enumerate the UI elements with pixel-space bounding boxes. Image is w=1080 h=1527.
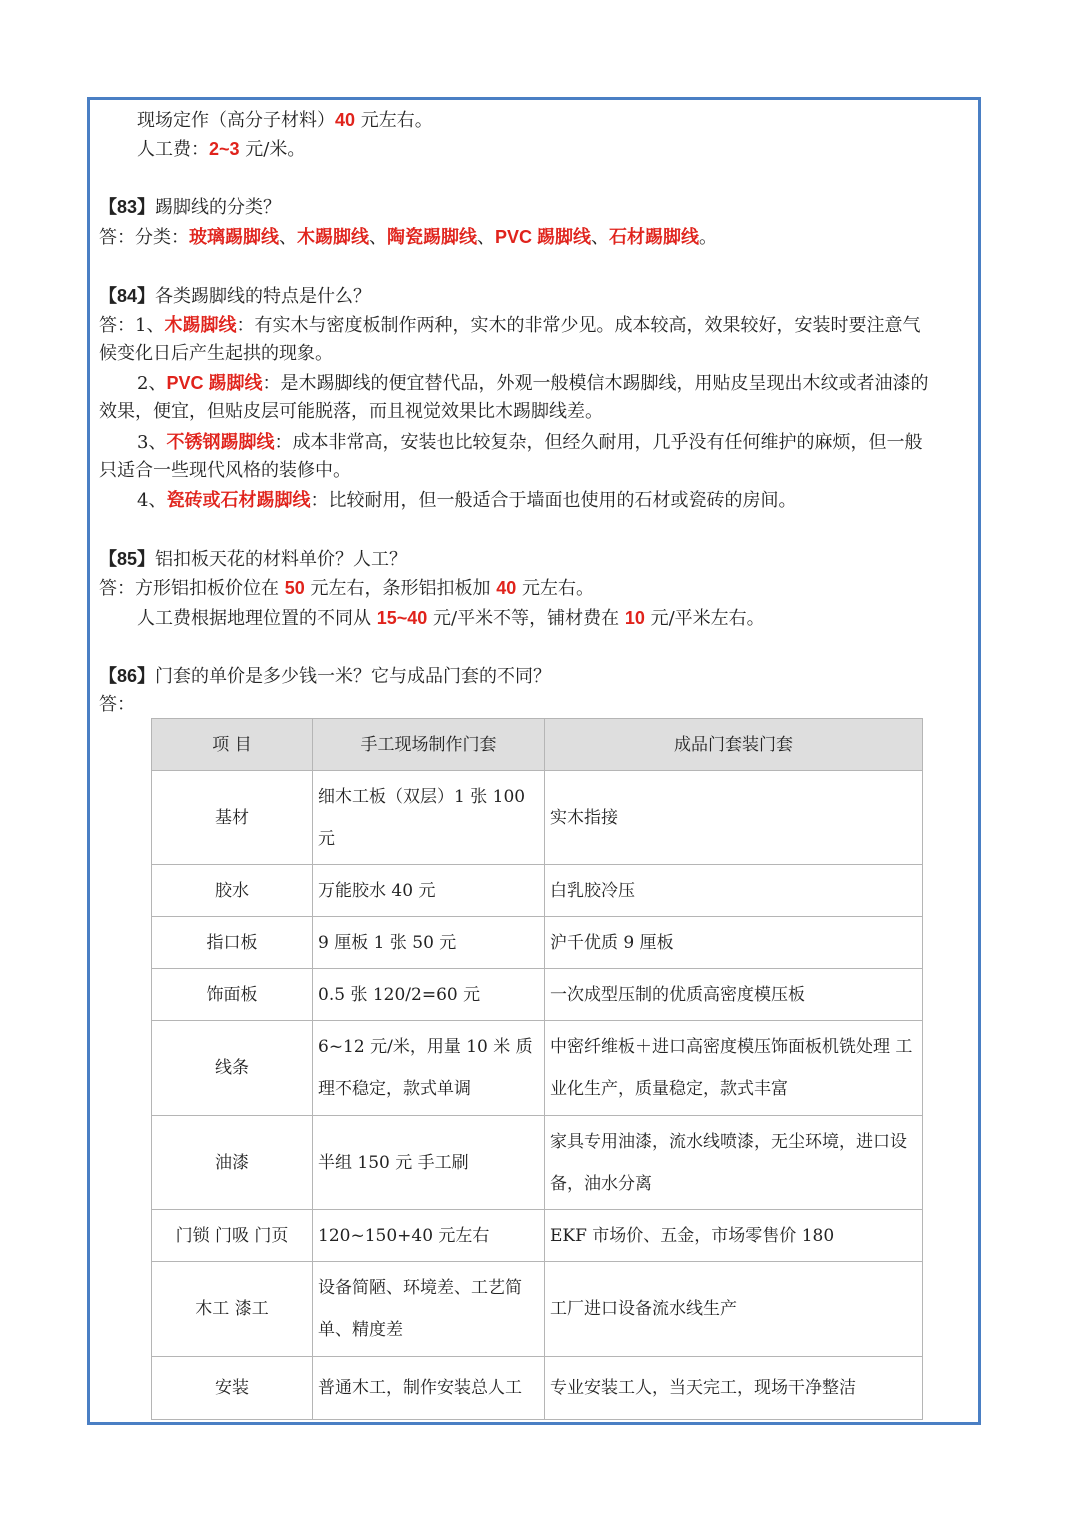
table-row <box>152 771 923 865</box>
intro-line-1: 现场定作（高分子材料）40 元左右。 <box>137 110 433 131</box>
q85-title: 【85】铝扣板天花的材料单价？人工？ <box>99 549 408 570</box>
table-row <box>152 969 923 1021</box>
row-handmade: 万能胶水 40 元 <box>313 865 545 917</box>
q84-p4-line1: 4、瓷砖或石材踢脚线：比较耐用，但一般适合于墙面也使用的石材或瓷砖的房间。 <box>137 490 797 511</box>
row-handmade: 0.5 张 120/2=60 元 <box>313 969 545 1021</box>
q84-title: 【84】各类踢脚线的特点是什么？ <box>99 286 372 307</box>
table-row <box>152 917 923 969</box>
row-finished: 专业安装工人，当天完工，现场干净整洁 <box>545 1357 923 1420</box>
row-finished: 白乳胶冷压 <box>545 865 923 917</box>
q84-p2-line1: 2、PVC 踢脚线：是木踢脚线的便宜替代品，外观一般模信木踢脚线，用贴皮呈现出木纹或者油漆的 <box>137 373 929 394</box>
row-handmade: 120~150+40 元左右 <box>313 1210 545 1262</box>
row-label: 胶水 <box>152 865 313 917</box>
table-header-row <box>152 719 923 771</box>
row-handmade: 半组 150 元 手工刷 <box>313 1116 545 1210</box>
row-label: 门锁 门吸 门页 <box>152 1210 313 1262</box>
header-item: 项 目 <box>152 719 313 771</box>
table-row <box>152 1116 923 1210</box>
door-frame-comparison-table <box>151 718 923 1420</box>
header-finished: 成品门套装门套 <box>545 719 923 771</box>
row-finished: 一次成型压制的优质高密度模压板 <box>545 969 923 1021</box>
q83-title: 【83】踢脚线的分类？ <box>99 197 282 218</box>
row-label: 饰面板 <box>152 969 313 1021</box>
row-finished: 工厂进口设备流水线生产 <box>545 1262 923 1357</box>
q83-answer: 答：分类：玻璃踢脚线、木踢脚线、陶瓷踢脚线、PVC 踢脚线、石材踢脚线。 <box>99 227 718 248</box>
q84-p1-line1: 答：1、木踢脚线：有实木与密度板制作两种，实木的非常少见。成本较高，效果较好，安装时要注意气 <box>99 315 921 336</box>
row-finished: EKF 市场价、五金，市场零售价 180 <box>545 1210 923 1262</box>
row-label: 油漆 <box>152 1116 313 1210</box>
row-label: 木工 漆工 <box>152 1262 313 1357</box>
intro-line-2: 人工费：2~3 元/米。 <box>137 139 306 160</box>
q84-p2-line2: 效果，便宜，但贴皮层可能脱落，而且视觉效果比木踢脚线差。 <box>99 401 603 422</box>
q85-answer-line2: 人工费根据地理位置的不同从 15~40 元/平米不等，铺材费在 10 元/平米左右。 <box>137 608 765 629</box>
header-handmade: 手工现场制作门套 <box>313 719 545 771</box>
row-label: 线条 <box>152 1021 313 1116</box>
q86-title: 【86】门套的单价是多少钱一米？它与成品门套的不同？ <box>99 666 552 687</box>
row-handmade: 9 厘板 1 张 50 元 <box>313 917 545 969</box>
row-finished: 沪千优质 9 厘板 <box>545 917 923 969</box>
table-row <box>152 1357 923 1420</box>
q84-p1-line2: 候变化日后产生起拱的现象。 <box>99 343 333 364</box>
q84-p3-line2: 只适合一些现代风格的装修中。 <box>99 460 351 481</box>
q84-p3-line1: 3、不锈钢踢脚线：成本非常高，安装也比较复杂，但经久耐用，几乎没有任何维护的麻烦，但一般 <box>137 432 923 453</box>
row-label: 基材 <box>152 771 313 865</box>
row-label: 指口板 <box>152 917 313 969</box>
row-finished: 实木指接 <box>545 771 923 865</box>
row-handmade: 6~12 元/米，用量 10 米 质理不稳定，款式单调 <box>313 1021 545 1116</box>
row-handmade: 细木工板（双层）1 张 100 元 <box>313 771 545 865</box>
row-handmade: 普通木工，制作安装总人工 <box>313 1357 545 1420</box>
row-handmade: 设备简陋、环境差、工艺简单、精度差 <box>313 1262 545 1357</box>
q85-answer-line1: 答：方形铝扣板价位在 50 元左右，条形铝扣板加 40 元左右。 <box>99 578 594 599</box>
table-row <box>152 865 923 917</box>
row-finished: 中密纤维板＋进口高密度模压饰面板机铣处理 工业化生产，质量稳定，款式丰富 <box>545 1021 923 1116</box>
table-row <box>152 1210 923 1262</box>
q86-answer-label: 答： <box>99 694 135 715</box>
row-finished: 家具专用油漆，流水线喷漆，无尘环境，进口设备，油水分离 <box>545 1116 923 1210</box>
row-label: 安装 <box>152 1357 313 1420</box>
table-row <box>152 1262 923 1357</box>
table-row <box>152 1021 923 1116</box>
